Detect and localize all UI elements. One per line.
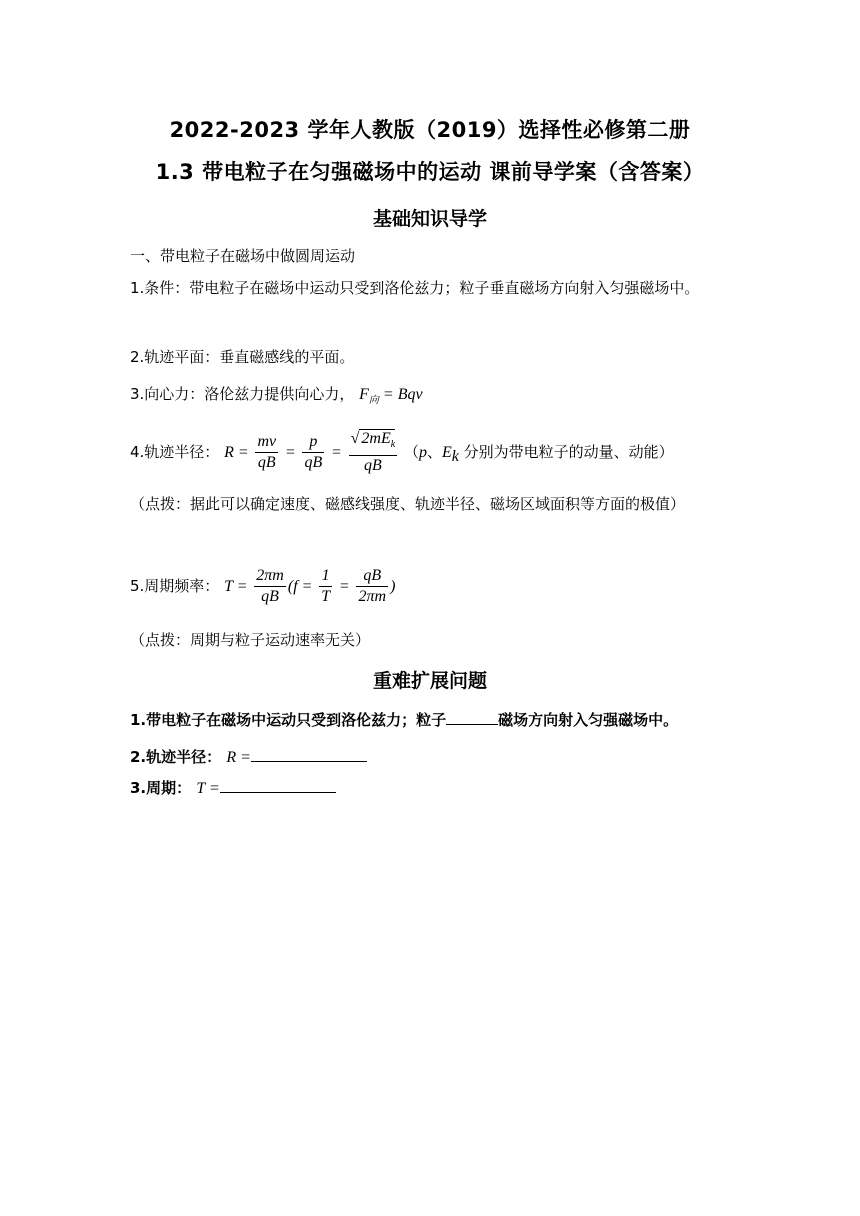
fraction-p-qB (302, 432, 324, 473)
frac-num: mv (255, 432, 278, 453)
formula-rhs: = Bqv (378, 386, 423, 403)
q3-blank[interactable] (220, 778, 336, 793)
item-4-label: 4.轨迹半径： (130, 443, 220, 461)
item-2-plane: 2.轨迹平面：垂直磁感线的平面。 (130, 348, 355, 366)
frac-num: 2πm (254, 566, 286, 587)
fraction-2pim-qB (254, 566, 286, 607)
fraction-qB-2pim (356, 566, 388, 607)
q2-label: 2.轨迹半径： (130, 748, 222, 766)
formula-F-sub: 向 (368, 395, 379, 407)
question-1 (130, 704, 740, 736)
equals-sign: = (338, 578, 350, 595)
section-heading-basics: 基础知识导学 (372, 208, 487, 230)
note-open: （ (403, 443, 419, 461)
fraction-sqrt-2mEk-qB (349, 429, 398, 476)
equals-sign: = (331, 444, 342, 461)
tip-1: （点拨：据此可以确定速度、磁感线强度、轨迹半径、磁场区域面积等方面的极值） (130, 495, 686, 513)
note-text: 分别为带电粒子的动量、动能） (458, 443, 674, 461)
item-3-text: 3.向心力：洛伦兹力提供向心力， (130, 385, 355, 403)
formula-F: F (359, 386, 369, 403)
item-3-centripetal (130, 378, 740, 417)
title-line-1: 2022-2023 学年人教版（2019）选择性必修第二册 (169, 118, 691, 142)
frac-den: T (321, 588, 331, 605)
paren-close: ) (390, 578, 396, 595)
frac-den: qB (261, 588, 279, 605)
radicand-sub: k (390, 439, 396, 451)
frac-num: 1 (319, 566, 332, 587)
q2-var: R = (226, 749, 251, 766)
sqrt-radicand (359, 429, 396, 451)
note-E-sub: k (451, 448, 459, 465)
item-1-condition: 1.条件：带电粒子在磁场中运动只受到洛伦兹力；粒子垂直磁场方向射入匀强磁场中。 (130, 279, 700, 297)
radicand-text: 2mE (361, 429, 391, 447)
item-4-R: R = (224, 444, 249, 461)
fraction-mv-qB (255, 432, 278, 473)
tip-2: （点拨：周期与粒子运动速率无关） (130, 631, 371, 649)
frac-num: √ $2mE_k$ (349, 429, 398, 456)
item-5-T: T = (224, 578, 248, 595)
q1-blank[interactable] (446, 710, 498, 725)
q2-blank[interactable] (251, 747, 367, 762)
q3-var: T = (196, 780, 220, 797)
equals-sign: = (284, 444, 296, 461)
frac-den: qB (304, 454, 323, 471)
item-4-radius (130, 428, 740, 481)
frac-den: qB (364, 457, 382, 475)
frac-den: qB (257, 454, 276, 471)
note-p: p (418, 444, 427, 461)
item-3-formula (359, 386, 423, 407)
q1-text-pre: 1.带电粒子在磁场中运动只受到洛伦兹力；粒子 (130, 711, 447, 729)
paren-open: (f = (287, 578, 313, 595)
q1-text-post: 磁场方向射入匀强磁场中。 (498, 711, 679, 729)
q3-label: 3.周期： (130, 779, 192, 797)
frac-den: 2πm (358, 588, 387, 605)
frac-num: p (302, 432, 324, 453)
question-2 (130, 741, 740, 774)
item-5-label: 5.周期频率： (130, 577, 220, 595)
note-sep: 、 (426, 443, 442, 461)
subsection-title: 一、带电粒子在磁场中做圆周运动 (130, 247, 356, 265)
note-E: E (441, 444, 452, 461)
fraction-1-T (319, 566, 332, 607)
section-heading-extended: 重难扩展问题 (372, 670, 487, 692)
frac-num: qB (356, 566, 388, 587)
item-5-period (130, 562, 740, 611)
title-line-2: 1.3 带电粒子在匀强磁场中的运动 课前导学案（含答案） (155, 160, 705, 184)
question-3 (130, 772, 740, 805)
